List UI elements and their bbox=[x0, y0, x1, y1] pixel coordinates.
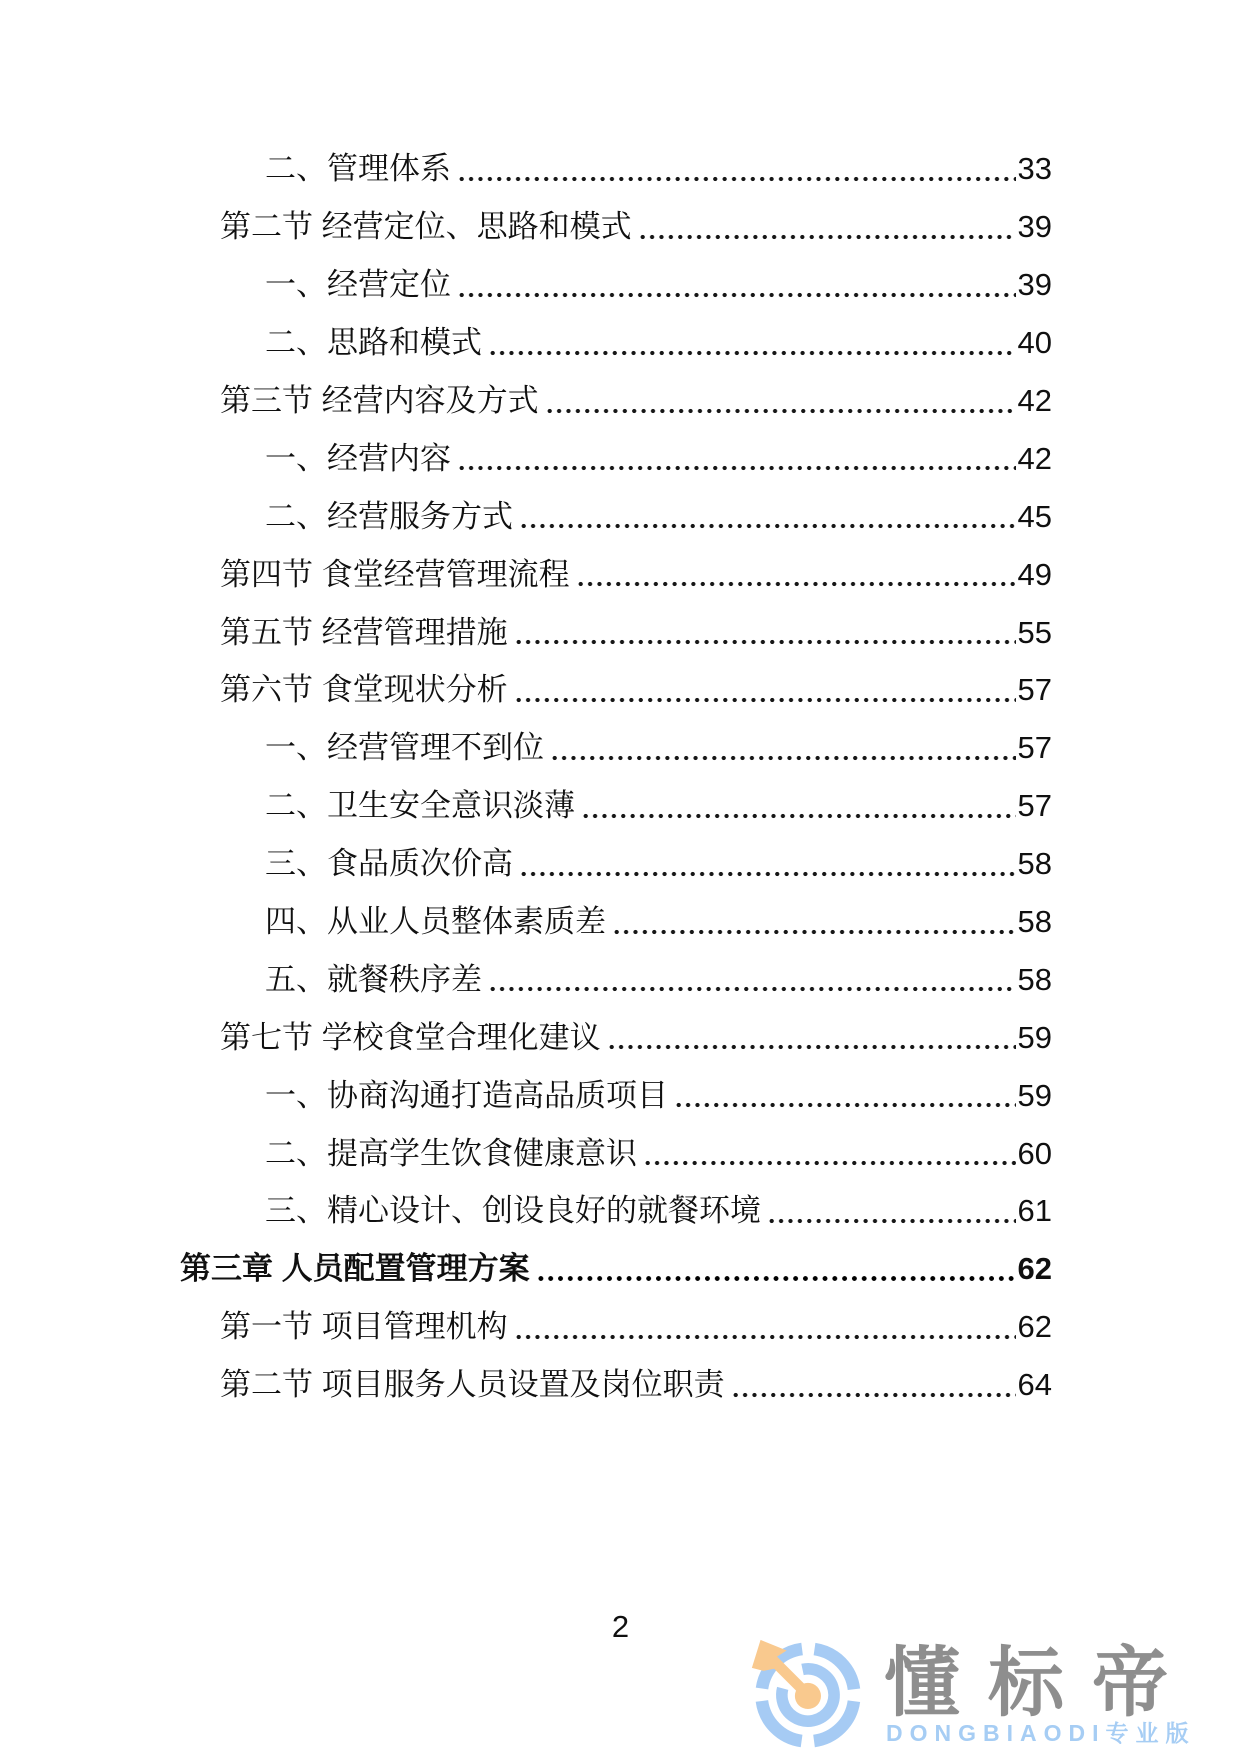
toc-entry bbox=[180, 1356, 1052, 1414]
toc-entry-label: 第七节 学校食堂合理化建议 bbox=[220, 1019, 601, 1055]
toc-entry-page: 39 bbox=[1017, 267, 1052, 303]
toc-dot-leader bbox=[514, 661, 1016, 719]
toc-dot-leader bbox=[519, 487, 1016, 545]
toc-entry bbox=[180, 140, 1052, 198]
toc-entry bbox=[180, 1298, 1052, 1356]
toc-entry bbox=[180, 1008, 1052, 1066]
toc-entry bbox=[180, 950, 1052, 1008]
toc-entry bbox=[180, 661, 1052, 719]
watermark-brand-text: 懂标帝 bbox=[884, 1641, 1196, 1726]
toc-entry bbox=[180, 893, 1052, 951]
toc-entry bbox=[180, 1240, 1052, 1298]
toc-entry-label: 第四节 食堂经营管理流程 bbox=[220, 556, 570, 592]
toc-dot-leader bbox=[550, 719, 1016, 777]
toc-entry bbox=[180, 1124, 1052, 1182]
toc-entry-page: 58 bbox=[1017, 846, 1052, 882]
toc-dot-leader bbox=[731, 1356, 1016, 1414]
toc-dot-leader bbox=[457, 140, 1016, 198]
toc-entry-label: 第二节 经营定位、思路和模式 bbox=[220, 209, 632, 245]
toc-entry bbox=[180, 603, 1052, 661]
toc-entry-label: 第二节 项目服务人员设置及岗位职责 bbox=[220, 1367, 725, 1403]
toc-dot-leader bbox=[488, 314, 1016, 372]
toc-dot-leader bbox=[545, 372, 1016, 430]
toc-dot-leader bbox=[576, 545, 1016, 603]
toc-dot-leader bbox=[674, 1066, 1016, 1124]
toc-entry-label: 一、经营管理不到位 bbox=[265, 730, 544, 766]
toc-entry bbox=[180, 835, 1052, 893]
toc-entry-label: 三、精心设计、创设良好的就餐环境 bbox=[265, 1193, 761, 1229]
toc-entry bbox=[180, 487, 1052, 545]
watermark-edition-text: 专业版 bbox=[1105, 1720, 1196, 1746]
toc-dot-leader bbox=[607, 1008, 1016, 1066]
toc-entry bbox=[180, 545, 1052, 603]
toc-entry bbox=[180, 1066, 1052, 1124]
dongbiaodi-target-logo-icon bbox=[748, 1636, 864, 1754]
toc-dot-leader bbox=[536, 1240, 1016, 1298]
watermark-subtext bbox=[886, 1721, 1196, 1746]
toc-entry-page: 42 bbox=[1017, 440, 1052, 476]
toc-entry-page: 40 bbox=[1017, 325, 1052, 361]
toc-entry-page: 62 bbox=[1017, 1309, 1052, 1345]
toc-entry-label: 第三章 人员配置管理方案 bbox=[180, 1251, 530, 1287]
toc-entry-label: 一、协商沟通打造高品质项目 bbox=[265, 1077, 668, 1113]
toc-entry-page: 62 bbox=[1017, 1251, 1052, 1287]
toc-entry bbox=[180, 719, 1052, 777]
page-number: 2 bbox=[611, 1609, 630, 1644]
toc-dot-leader bbox=[638, 198, 1016, 256]
toc-dot-leader bbox=[643, 1124, 1016, 1182]
toc-entry-label: 二、卫生安全意识淡薄 bbox=[265, 788, 575, 824]
toc-entry-page: 49 bbox=[1017, 556, 1052, 592]
toc-list bbox=[180, 140, 1052, 1414]
toc-entry-label: 五、就餐秩序差 bbox=[265, 961, 482, 997]
toc-dot-leader bbox=[612, 893, 1016, 951]
toc-entry-page: 64 bbox=[1017, 1367, 1052, 1403]
toc-entry-page: 59 bbox=[1017, 1077, 1052, 1113]
toc-entry bbox=[180, 198, 1052, 256]
toc-entry-page: 61 bbox=[1017, 1193, 1052, 1229]
toc-entry-page: 58 bbox=[1017, 961, 1052, 997]
toc-entry bbox=[180, 1182, 1052, 1240]
toc-dot-leader bbox=[767, 1182, 1016, 1240]
toc-entry-label: 第五节 经营管理措施 bbox=[220, 614, 508, 650]
toc-dot-leader bbox=[457, 429, 1016, 487]
toc-dot-leader bbox=[581, 777, 1016, 835]
toc-entry-page: 57 bbox=[1017, 730, 1052, 766]
toc-entry-page: 42 bbox=[1017, 383, 1052, 418]
toc-entry-label: 第三节 经营内容及方式 bbox=[220, 383, 539, 418]
toc-entry bbox=[180, 429, 1052, 487]
toc-entry-page: 57 bbox=[1017, 788, 1052, 824]
toc-entry bbox=[180, 777, 1052, 835]
toc-dot-leader bbox=[457, 256, 1016, 314]
toc-entry-page: 39 bbox=[1017, 209, 1052, 245]
toc-entry bbox=[180, 314, 1052, 372]
toc-entry-page: 55 bbox=[1017, 614, 1052, 650]
toc-entry-label: 二、思路和模式 bbox=[265, 325, 482, 361]
toc-entry-page: 58 bbox=[1017, 904, 1052, 940]
toc-entry-label: 二、提高学生饮食健康意识 bbox=[265, 1135, 637, 1171]
toc-dot-leader bbox=[488, 950, 1016, 1008]
toc-entry-label: 一、经营定位 bbox=[265, 267, 451, 303]
toc-entry-label: 第六节 食堂现状分析 bbox=[220, 672, 508, 708]
toc-entry-label: 三、食品质次价高 bbox=[265, 846, 513, 882]
toc-dot-leader bbox=[519, 835, 1016, 893]
toc-entry-page: 33 bbox=[1017, 151, 1052, 187]
watermark-latin-text: DONGBIAODI bbox=[886, 1720, 1106, 1746]
toc-entry-label: 第一节 项目管理机构 bbox=[220, 1309, 508, 1345]
toc-entry-page: 45 bbox=[1017, 498, 1052, 534]
toc-dot-leader bbox=[514, 1298, 1016, 1356]
toc-entry-page: 59 bbox=[1017, 1019, 1052, 1055]
toc-entry-page: 60 bbox=[1017, 1135, 1052, 1171]
toc-entry bbox=[180, 372, 1052, 430]
toc-entry-label: 四、从业人员整体素质差 bbox=[265, 904, 606, 940]
toc-entry-label: 二、管理体系 bbox=[265, 151, 451, 187]
toc-entry-label: 二、经营服务方式 bbox=[265, 498, 513, 534]
toc-entry-label: 一、经营内容 bbox=[265, 440, 451, 476]
toc-dot-leader bbox=[514, 603, 1016, 661]
toc-entry-page: 57 bbox=[1017, 672, 1052, 708]
toc-entry bbox=[180, 256, 1052, 314]
